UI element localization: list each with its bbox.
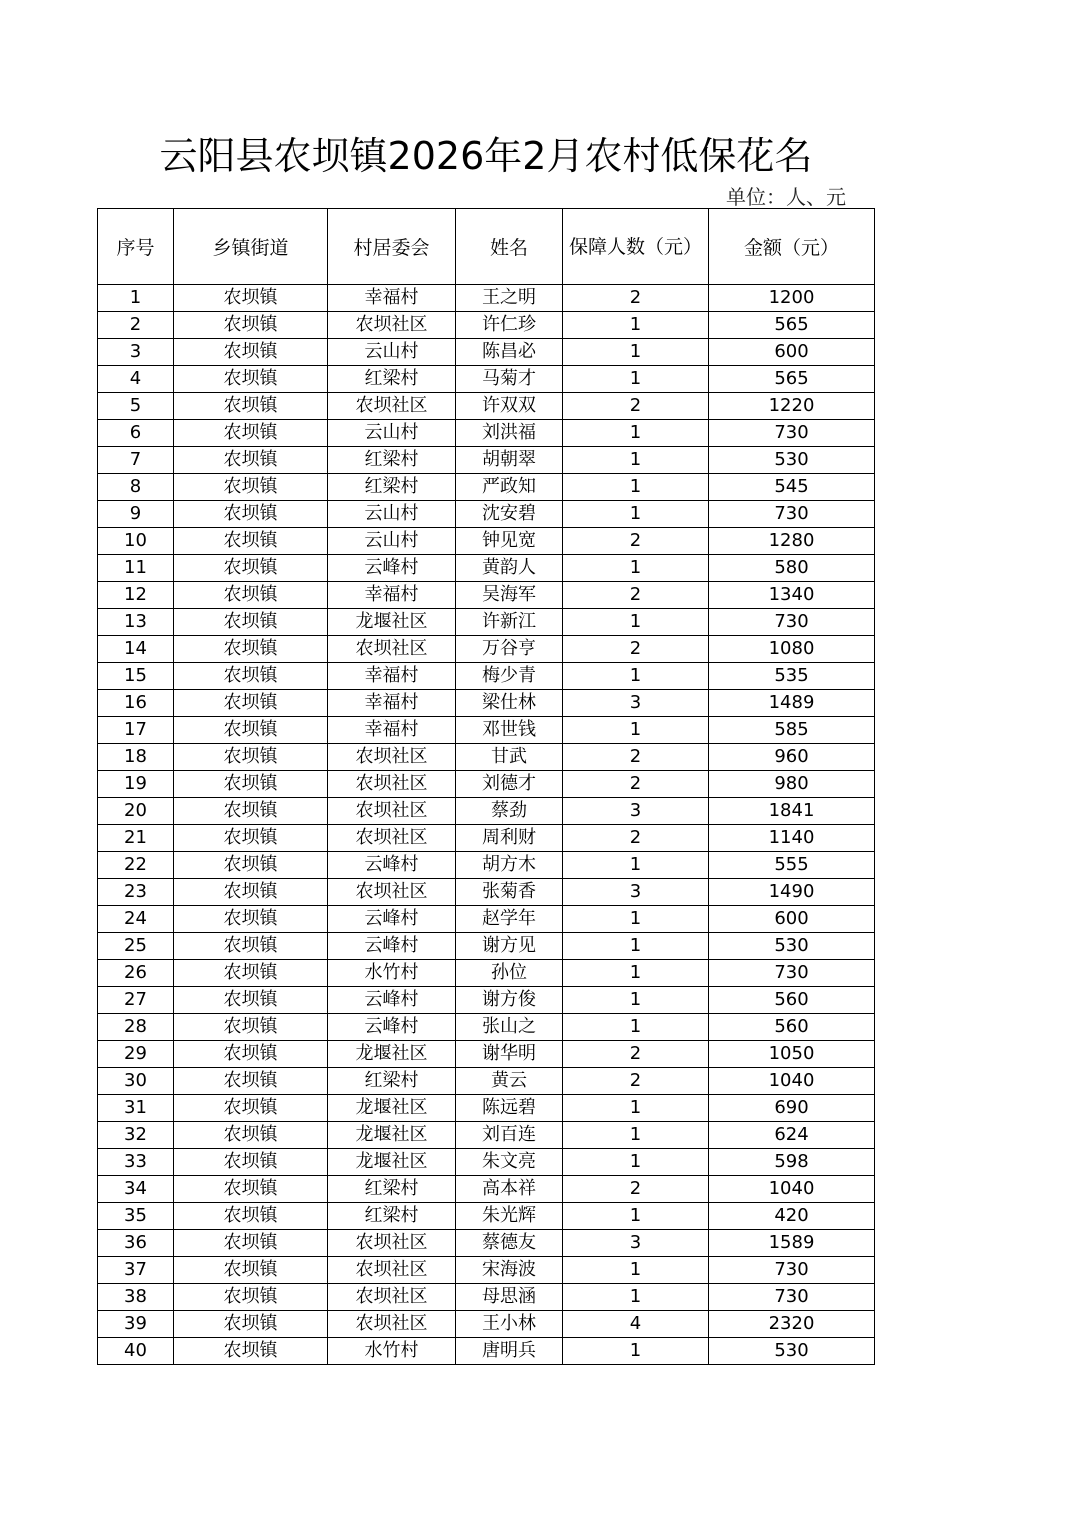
cell-village: 水竹村 [328,960,456,987]
cell-index: 3 [98,339,174,366]
cell-people: 1 [563,717,709,744]
cell-town: 农坝镇 [174,555,328,582]
cell-amount: 565 [709,366,875,393]
cell-amount: 535 [709,663,875,690]
cell-people: 3 [563,690,709,717]
cell-name: 马菊才 [456,366,563,393]
cell-town: 农坝镇 [174,960,328,987]
cell-name: 赵学年 [456,906,563,933]
cell-amount: 730 [709,501,875,528]
cell-name: 吴海军 [456,582,563,609]
table-row [98,1257,875,1284]
document-title: 云阳县农坝镇2026年2月农村低保花名 [159,134,813,178]
cell-name: 高本祥 [456,1176,563,1203]
cell-village: 农坝社区 [328,771,456,798]
cell-village: 农坝社区 [328,393,456,420]
cell-index: 40 [98,1338,174,1365]
cell-town: 农坝镇 [174,1014,328,1041]
cell-town: 农坝镇 [174,474,328,501]
table-row [98,1176,875,1203]
cell-name: 蔡劲 [456,798,563,825]
table-row [98,663,875,690]
header-row [98,209,875,285]
cell-people: 1 [563,555,709,582]
cell-amount: 1040 [709,1068,875,1095]
cell-index: 35 [98,1203,174,1230]
cell-village: 云峰村 [328,933,456,960]
table-row [98,1311,875,1338]
cell-amount: 598 [709,1149,875,1176]
cell-index: 38 [98,1284,174,1311]
cell-village: 云峰村 [328,852,456,879]
cell-amount: 600 [709,906,875,933]
cell-town: 农坝镇 [174,771,328,798]
cell-village: 龙堰社区 [328,1041,456,1068]
cell-index: 18 [98,744,174,771]
cell-amount: 565 [709,312,875,339]
cell-village: 农坝社区 [328,1230,456,1257]
cell-amount: 1489 [709,690,875,717]
cell-name: 唐明兵 [456,1338,563,1365]
unit-note: 单位：人、元 [726,185,846,209]
cell-index: 39 [98,1311,174,1338]
cell-amount: 960 [709,744,875,771]
cell-people: 4 [563,1311,709,1338]
cell-name: 许新江 [456,609,563,636]
cell-name: 刘百连 [456,1122,563,1149]
cell-village: 云山村 [328,528,456,555]
cell-index: 6 [98,420,174,447]
table-row [98,1068,875,1095]
cell-amount: 555 [709,852,875,879]
cell-index: 26 [98,960,174,987]
col-header-amount: 金额（元） [709,209,875,285]
cell-village: 红梁村 [328,1203,456,1230]
cell-people: 3 [563,1230,709,1257]
cell-people: 1 [563,609,709,636]
cell-index: 27 [98,987,174,1014]
cell-village: 农坝社区 [328,744,456,771]
cell-village: 幸福村 [328,285,456,312]
cell-amount: 420 [709,1203,875,1230]
cell-town: 农坝镇 [174,1068,328,1095]
cell-village: 农坝社区 [328,1284,456,1311]
cell-amount: 560 [709,1014,875,1041]
cell-amount: 1080 [709,636,875,663]
cell-name: 孙位 [456,960,563,987]
cell-amount: 530 [709,447,875,474]
cell-village: 云山村 [328,501,456,528]
table-row [98,771,875,798]
cell-village: 水竹村 [328,1338,456,1365]
table-row [98,717,875,744]
table-row [98,798,875,825]
cell-index: 10 [98,528,174,555]
table-row [98,1122,875,1149]
cell-village: 云山村 [328,420,456,447]
cell-people: 1 [563,420,709,447]
cell-index: 19 [98,771,174,798]
cell-village: 龙堰社区 [328,1149,456,1176]
cell-name: 谢方俊 [456,987,563,1014]
table-row [98,960,875,987]
cell-people: 2 [563,771,709,798]
cell-index: 36 [98,1230,174,1257]
table-row [98,1284,875,1311]
cell-people: 1 [563,933,709,960]
cell-town: 农坝镇 [174,987,328,1014]
cell-people: 1 [563,447,709,474]
cell-village: 龙堰社区 [328,609,456,636]
cell-index: 9 [98,501,174,528]
cell-town: 农坝镇 [174,1257,328,1284]
cell-name: 严政知 [456,474,563,501]
cell-amount: 1040 [709,1176,875,1203]
table-row [98,1095,875,1122]
cell-name: 梁仕林 [456,690,563,717]
cell-amount: 530 [709,1338,875,1365]
cell-town: 农坝镇 [174,1149,328,1176]
cell-village: 幸福村 [328,690,456,717]
cell-name: 梅少青 [456,663,563,690]
table-row [98,852,875,879]
cell-name: 胡朝翠 [456,447,563,474]
cell-name: 周利财 [456,825,563,852]
cell-town: 农坝镇 [174,1338,328,1365]
cell-name: 张山之 [456,1014,563,1041]
cell-name: 沈安碧 [456,501,563,528]
table-row [98,339,875,366]
cell-index: 12 [98,582,174,609]
cell-index: 13 [98,609,174,636]
cell-name: 宋海波 [456,1257,563,1284]
table-row [98,501,875,528]
cell-name: 蔡德友 [456,1230,563,1257]
col-header-index: 序号 [98,209,174,285]
cell-amount: 1220 [709,393,875,420]
cell-index: 31 [98,1095,174,1122]
cell-name: 钟见宽 [456,528,563,555]
cell-name: 刘洪福 [456,420,563,447]
cell-index: 5 [98,393,174,420]
cell-amount: 1140 [709,825,875,852]
cell-name: 甘武 [456,744,563,771]
cell-town: 农坝镇 [174,852,328,879]
cell-name: 万谷亨 [456,636,563,663]
cell-index: 24 [98,906,174,933]
cell-index: 30 [98,1068,174,1095]
cell-village: 云山村 [328,339,456,366]
cell-people: 1 [563,1203,709,1230]
cell-amount: 1280 [709,528,875,555]
cell-index: 34 [98,1176,174,1203]
cell-town: 农坝镇 [174,636,328,663]
cell-people: 1 [563,1338,709,1365]
cell-people: 1 [563,1095,709,1122]
cell-town: 农坝镇 [174,1176,328,1203]
cell-town: 农坝镇 [174,825,328,852]
cell-people: 1 [563,501,709,528]
cell-index: 7 [98,447,174,474]
cell-village: 红梁村 [328,1068,456,1095]
cell-amount: 1589 [709,1230,875,1257]
table-row [98,474,875,501]
table-row [98,420,875,447]
cell-amount: 580 [709,555,875,582]
cell-village: 农坝社区 [328,879,456,906]
roster-table [97,208,875,1365]
cell-town: 农坝镇 [174,582,328,609]
table-row [98,1338,875,1365]
cell-village: 幸福村 [328,717,456,744]
cell-town: 农坝镇 [174,798,328,825]
cell-index: 20 [98,798,174,825]
cell-amount: 1050 [709,1041,875,1068]
cell-village: 农坝社区 [328,825,456,852]
cell-name: 陈远碧 [456,1095,563,1122]
cell-village: 农坝社区 [328,312,456,339]
cell-amount: 730 [709,609,875,636]
cell-town: 农坝镇 [174,933,328,960]
cell-name: 张菊香 [456,879,563,906]
table-row [98,609,875,636]
cell-people: 1 [563,1149,709,1176]
col-header-name: 姓名 [456,209,563,285]
cell-index: 15 [98,663,174,690]
cell-index: 11 [98,555,174,582]
cell-village: 云峰村 [328,987,456,1014]
cell-name: 谢华明 [456,1041,563,1068]
table-row [98,285,875,312]
cell-town: 农坝镇 [174,663,328,690]
cell-amount: 560 [709,987,875,1014]
table-row [98,636,875,663]
cell-town: 农坝镇 [174,447,328,474]
cell-index: 14 [98,636,174,663]
cell-name: 胡方木 [456,852,563,879]
cell-people: 2 [563,582,709,609]
cell-name: 谢方见 [456,933,563,960]
cell-amount: 585 [709,717,875,744]
cell-town: 农坝镇 [174,1122,328,1149]
cell-amount: 690 [709,1095,875,1122]
cell-index: 21 [98,825,174,852]
cell-people: 3 [563,879,709,906]
cell-people: 3 [563,798,709,825]
table-row [98,582,875,609]
cell-amount: 730 [709,420,875,447]
cell-name: 朱光辉 [456,1203,563,1230]
cell-name: 陈昌必 [456,339,563,366]
cell-people: 2 [563,744,709,771]
cell-village: 红梁村 [328,1176,456,1203]
cell-index: 25 [98,933,174,960]
cell-index: 8 [98,474,174,501]
cell-village: 红梁村 [328,366,456,393]
cell-people: 1 [563,1284,709,1311]
cell-amount: 730 [709,1257,875,1284]
cell-village: 红梁村 [328,474,456,501]
cell-village: 龙堰社区 [328,1122,456,1149]
cell-village: 云峰村 [328,555,456,582]
table-row [98,879,875,906]
cell-amount: 1340 [709,582,875,609]
cell-people: 2 [563,636,709,663]
cell-village: 云峰村 [328,906,456,933]
cell-town: 农坝镇 [174,501,328,528]
cell-town: 农坝镇 [174,744,328,771]
cell-index: 32 [98,1122,174,1149]
cell-index: 29 [98,1041,174,1068]
cell-village: 红梁村 [328,447,456,474]
table-row [98,825,875,852]
col-header-village: 村居委会 [328,209,456,285]
cell-people: 1 [563,1122,709,1149]
cell-people: 1 [563,474,709,501]
cell-town: 农坝镇 [174,1311,328,1338]
cell-people: 2 [563,285,709,312]
cell-index: 4 [98,366,174,393]
cell-people: 1 [563,339,709,366]
cell-name: 许双双 [456,393,563,420]
table-row [98,933,875,960]
cell-people: 1 [563,1257,709,1284]
cell-amount: 730 [709,960,875,987]
cell-amount: 1200 [709,285,875,312]
cell-index: 1 [98,285,174,312]
cell-index: 16 [98,690,174,717]
cell-name: 刘德才 [456,771,563,798]
cell-people: 2 [563,393,709,420]
table-row [98,906,875,933]
cell-town: 农坝镇 [174,420,328,447]
table-row [98,1014,875,1041]
cell-town: 农坝镇 [174,1095,328,1122]
table-row [98,1041,875,1068]
cell-index: 23 [98,879,174,906]
cell-amount: 530 [709,933,875,960]
table-row [98,312,875,339]
cell-people: 1 [563,1014,709,1041]
table-row [98,690,875,717]
table-row [98,447,875,474]
cell-amount: 1490 [709,879,875,906]
cell-people: 2 [563,825,709,852]
cell-village: 云峰村 [328,1014,456,1041]
table-row [98,987,875,1014]
cell-index: 28 [98,1014,174,1041]
cell-amount: 600 [709,339,875,366]
table-row [98,528,875,555]
table-row [98,1230,875,1257]
cell-name: 黄韵人 [456,555,563,582]
cell-people: 1 [563,312,709,339]
cell-town: 农坝镇 [174,1230,328,1257]
cell-amount: 980 [709,771,875,798]
table-body [98,285,875,1365]
cell-amount: 2320 [709,1311,875,1338]
cell-name: 许仁珍 [456,312,563,339]
cell-amount: 624 [709,1122,875,1149]
cell-town: 农坝镇 [174,1203,328,1230]
cell-name: 母思涵 [456,1284,563,1311]
cell-town: 农坝镇 [174,393,328,420]
cell-people: 2 [563,1041,709,1068]
table-row [98,1149,875,1176]
cell-name: 邓世钱 [456,717,563,744]
cell-town: 农坝镇 [174,879,328,906]
cell-name: 黄云 [456,1068,563,1095]
cell-people: 1 [563,960,709,987]
cell-town: 农坝镇 [174,717,328,744]
cell-town: 农坝镇 [174,528,328,555]
cell-village: 农坝社区 [328,1257,456,1284]
col-header-people: 保障人数（元） [563,209,709,285]
cell-town: 农坝镇 [174,366,328,393]
cell-people: 2 [563,528,709,555]
cell-village: 幸福村 [328,582,456,609]
cell-town: 农坝镇 [174,312,328,339]
cell-people: 1 [563,663,709,690]
cell-name: 王小林 [456,1311,563,1338]
cell-people: 1 [563,366,709,393]
table-row [98,744,875,771]
cell-people: 1 [563,852,709,879]
cell-people: 1 [563,987,709,1014]
cell-town: 农坝镇 [174,1284,328,1311]
cell-name: 朱文亮 [456,1149,563,1176]
cell-village: 农坝社区 [328,798,456,825]
cell-index: 33 [98,1149,174,1176]
cell-people: 2 [563,1176,709,1203]
cell-town: 农坝镇 [174,339,328,366]
cell-town: 农坝镇 [174,285,328,312]
cell-village: 农坝社区 [328,1311,456,1338]
cell-index: 2 [98,312,174,339]
cell-people: 2 [563,1068,709,1095]
table-row [98,366,875,393]
cell-village: 农坝社区 [328,636,456,663]
cell-people: 1 [563,906,709,933]
cell-amount: 545 [709,474,875,501]
cell-village: 幸福村 [328,663,456,690]
cell-town: 农坝镇 [174,1041,328,1068]
table-row [98,555,875,582]
cell-town: 农坝镇 [174,906,328,933]
col-header-town: 乡镇街道 [174,209,328,285]
cell-index: 37 [98,1257,174,1284]
cell-index: 17 [98,717,174,744]
cell-village: 龙堰社区 [328,1095,456,1122]
table-row [98,1203,875,1230]
cell-index: 22 [98,852,174,879]
cell-name: 王之明 [456,285,563,312]
table-row [98,393,875,420]
cell-amount: 730 [709,1284,875,1311]
cell-town: 农坝镇 [174,609,328,636]
cell-amount: 1841 [709,798,875,825]
cell-town: 农坝镇 [174,690,328,717]
